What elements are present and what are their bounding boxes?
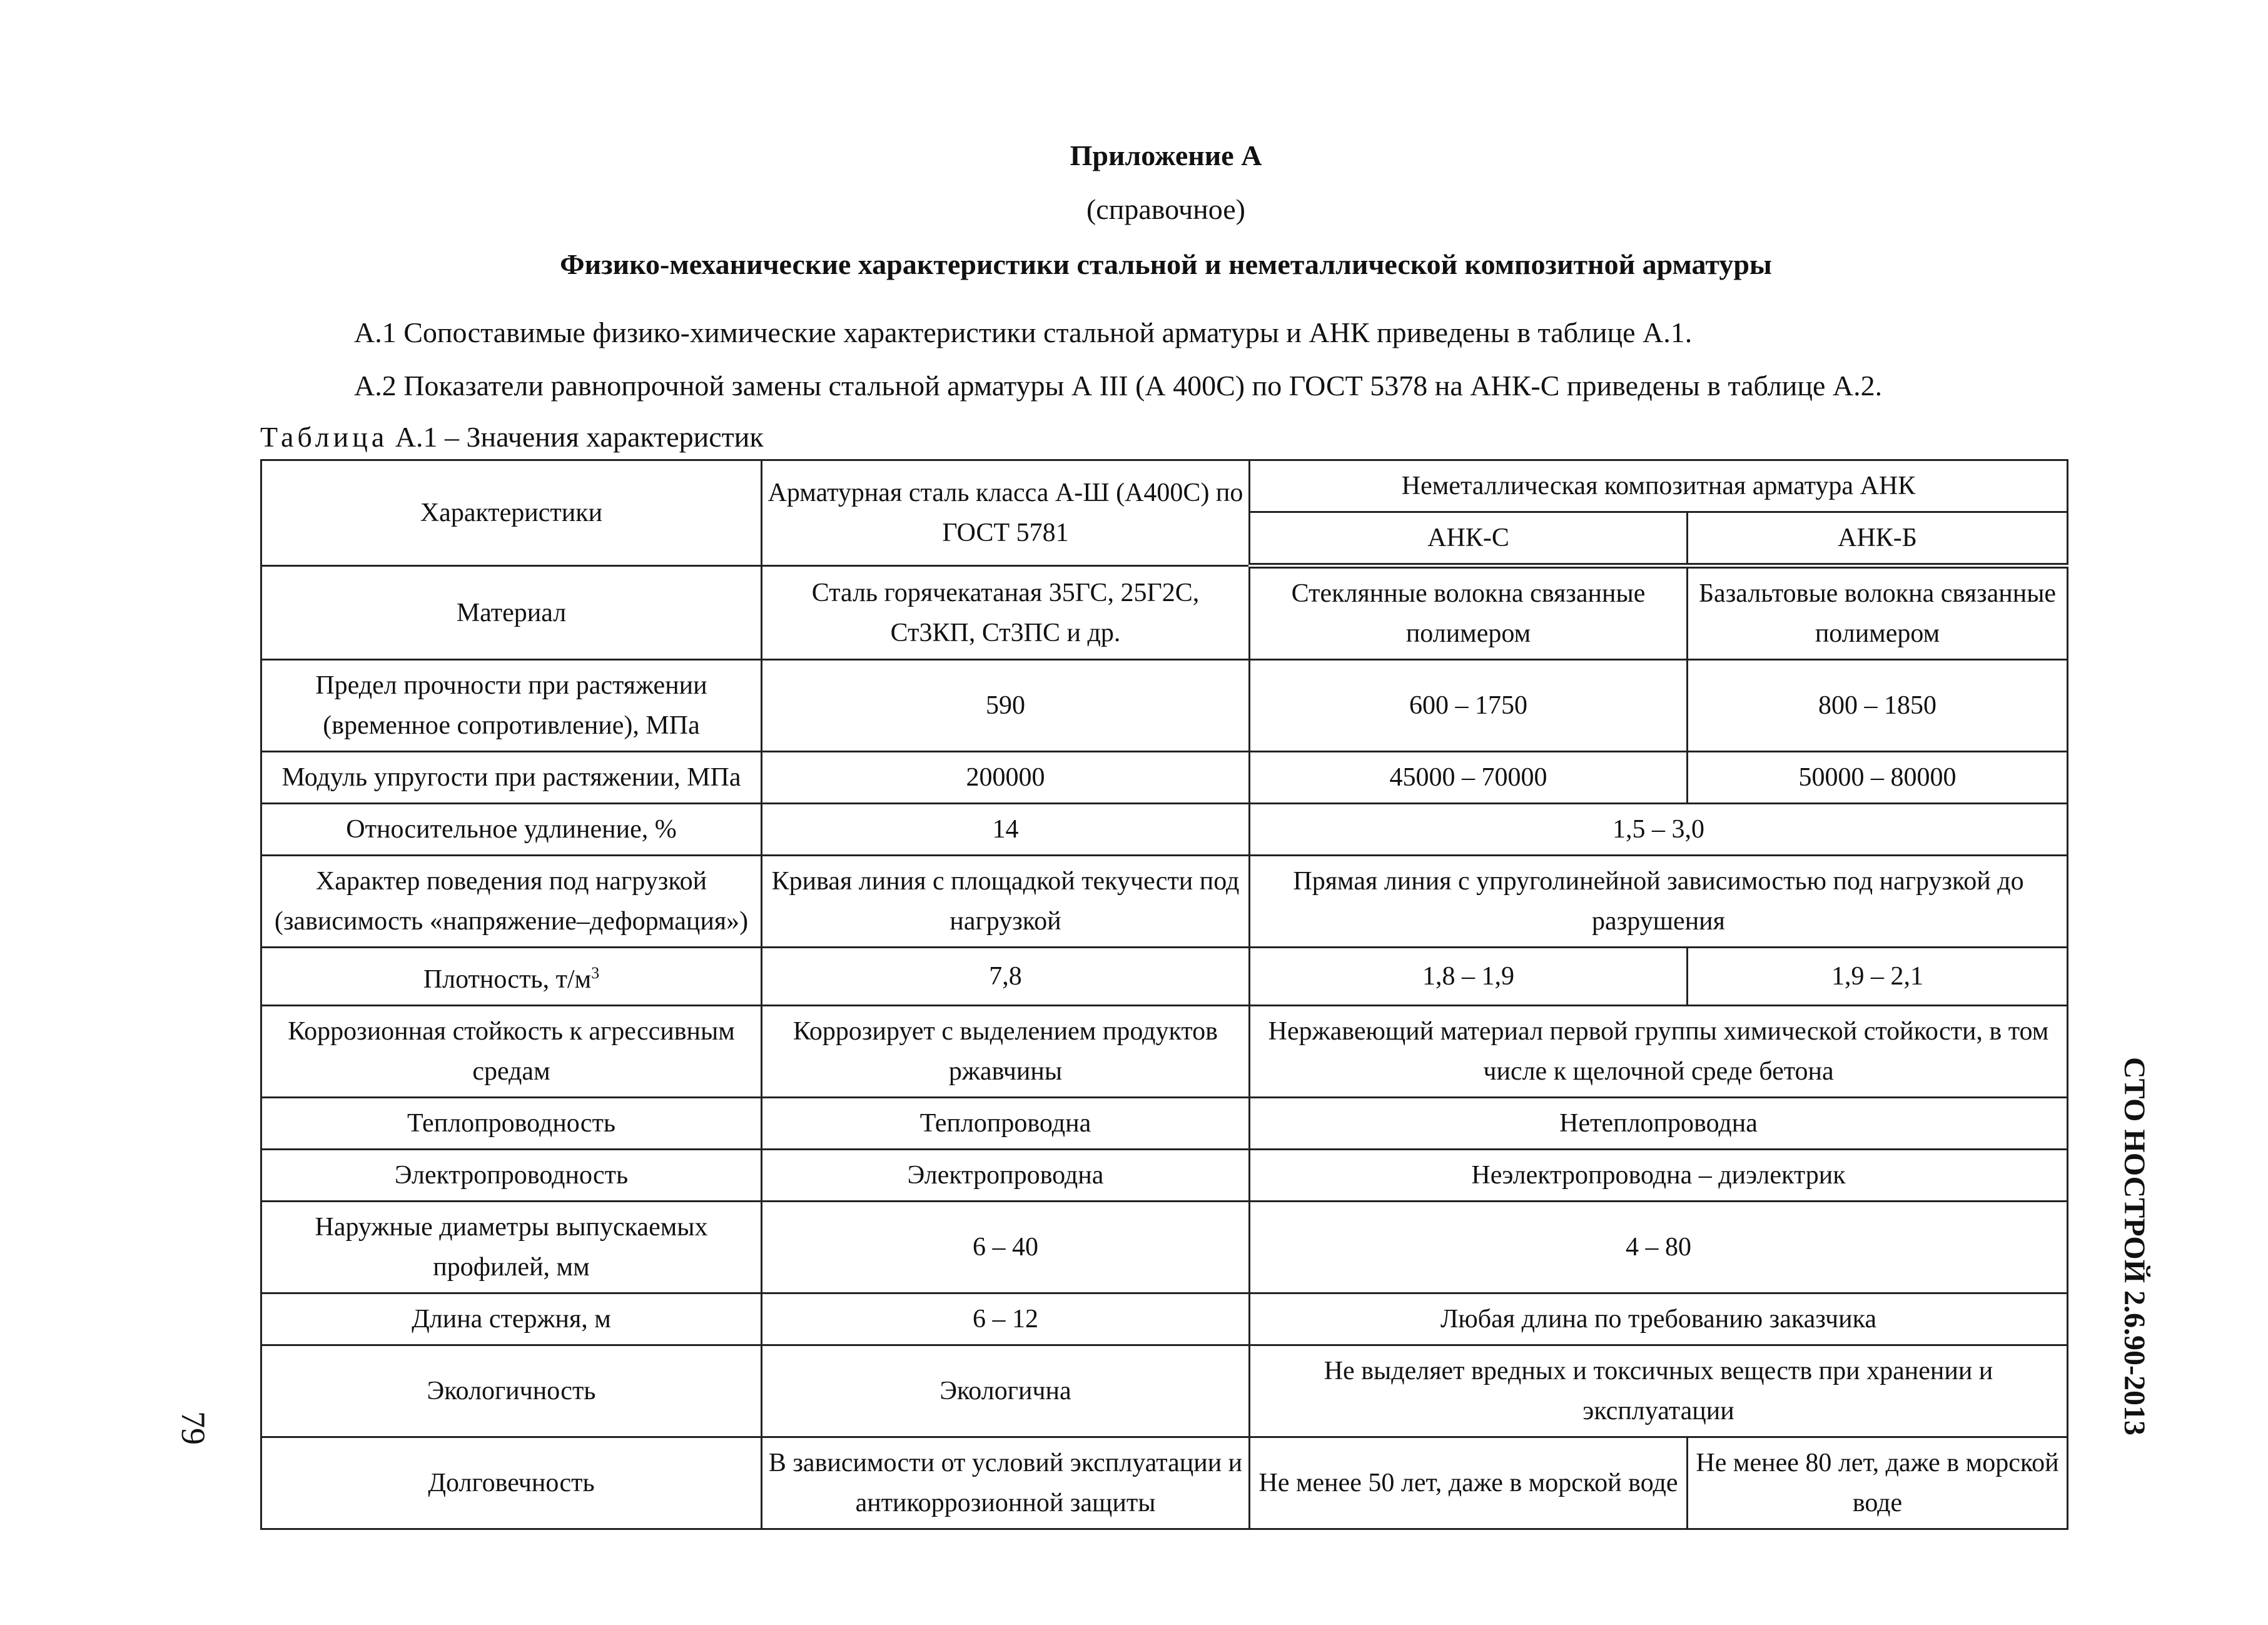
- cell-ank: Прямая линия с упруголинейной зависимостью под нагрузкой до разрушения: [1250, 856, 2068, 948]
- table-row: [261, 1437, 2068, 1529]
- cell-ank: Нержавеющий материал первой группы химической стойкости, в том числе к щелочной среде бетона: [1250, 1006, 2068, 1098]
- row-name: Относительное удлинение, %: [261, 804, 762, 856]
- cell-steel: 14: [762, 804, 1250, 856]
- cell-ank-c: Стеклянные волокна связанные полимером: [1250, 566, 1688, 660]
- cell-steel: В зависимости от условий эксплуатации и антикоррозионной защиты: [762, 1437, 1250, 1529]
- row-name: Предел прочности при растяжении (временное сопротивление), МПа: [261, 660, 762, 752]
- row-name: Экологичность: [261, 1345, 762, 1437]
- header-steel: Арматурная сталь класса А-Ш (А400С) по ГОСТ 5781: [762, 460, 1250, 566]
- row-name: [261, 948, 762, 1006]
- row-name: Теплопроводность: [261, 1098, 762, 1150]
- header-characteristics: Характеристики: [261, 460, 762, 566]
- row-name-text: Плотность, т/м: [423, 965, 592, 994]
- row-name: Коррозионная стойкость к агрессивным средам: [261, 1006, 762, 1098]
- row-name: Характер поведения под нагрузкой (зависимость «напряжение–деформация»): [261, 856, 762, 948]
- cell-ank: 1,5 – 3,0: [1250, 804, 2068, 856]
- row-name: Материал: [261, 566, 762, 660]
- table-row: [261, 1098, 2068, 1150]
- header-ank-b: АНК-Б: [1688, 512, 2068, 566]
- table-row: [261, 1293, 2068, 1345]
- cell-ank-b: 50000 – 80000: [1688, 752, 2068, 804]
- cell-ank: Не выделяет вредных и токсичных веществ при хранении и эксплуатации: [1250, 1345, 2068, 1437]
- row-name: Долговечность: [261, 1437, 762, 1529]
- table-row: [261, 856, 2068, 948]
- cell-steel: Электропроводна: [762, 1150, 1250, 1202]
- table-row: [261, 948, 2068, 1006]
- cell-ank-b: Базальтовые волокна связанные полимером: [1688, 566, 2068, 660]
- cell-ank: Неэлектропроводна – диэлектрик: [1250, 1150, 2068, 1202]
- cell-steel: Кривая линия с площадкой текучести под нагрузкой: [762, 856, 1250, 948]
- row-name: Наружные диаметры выпускаемых профилей, мм: [261, 1202, 762, 1293]
- table-row: [261, 752, 2068, 804]
- cell-ank: Нетеплопроводна: [1250, 1098, 2068, 1150]
- table-row: [261, 660, 2068, 752]
- row-name: Электропроводность: [261, 1150, 762, 1202]
- header-ank-c: АНК-С: [1250, 512, 1688, 566]
- paragraph-a2: А.2 Показатели равнопрочной замены стальной арматуры А III (А 400С) по ГОСТ 5378 на АНК-С приведены в таблице А.2.: [354, 370, 1883, 402]
- document-code-vertical: СТО НОСТРОЙ 2.6.90-2013: [2118, 1057, 2151, 1436]
- paragraph-a1: А.1 Сопоставимые физико-химические характеристики стальной арматуры и АНК приведены в таблице А.1.: [354, 316, 1693, 348]
- table-caption-text: А.1 – Значения характеристик: [388, 421, 764, 453]
- table-row: [261, 1006, 2068, 1098]
- page-number: 79: [175, 1411, 212, 1445]
- cell-steel: Сталь горячекатаная 35ГС, 25Г2С, Ст3КП, Ст3ПС и др.: [762, 566, 1250, 660]
- cell-ank: 4 – 80: [1250, 1202, 2068, 1293]
- cell-ank-b: 1,9 – 2,1: [1688, 948, 2068, 1006]
- table-caption-word: Таблица: [260, 421, 388, 453]
- cell-ank-c: Не менее 50 лет, даже в морской воде: [1250, 1437, 1688, 1529]
- table-row: [261, 804, 2068, 856]
- appendix-subtitle: (справочное): [1086, 193, 1246, 225]
- table-row: [261, 566, 2068, 660]
- appendix-title: Приложение А: [1070, 139, 1262, 171]
- cell-steel: 6 – 40: [762, 1202, 1250, 1293]
- cell-steel: Коррозирует с выделением продуктов ржавчины: [762, 1006, 1250, 1098]
- cell-steel: 590: [762, 660, 1250, 752]
- table-header-row: [261, 460, 2068, 512]
- cell-steel: 200000: [762, 752, 1250, 804]
- table-row: [261, 1345, 2068, 1437]
- characteristics-table: [260, 459, 2068, 1530]
- cell-steel: 7,8: [762, 948, 1250, 1006]
- cell-ank-c: 600 – 1750: [1250, 660, 1688, 752]
- table-row: [261, 1150, 2068, 1202]
- cell-ank-c: 45000 – 70000: [1250, 752, 1688, 804]
- cell-ank: Любая длина по требованию заказчика: [1250, 1293, 2068, 1345]
- cell-steel: 6 – 12: [762, 1293, 1250, 1345]
- superscript-3: 3: [591, 964, 600, 982]
- cell-ank-b: 800 – 1850: [1688, 660, 2068, 752]
- row-name: Модуль упругости при растяжении, МПа: [261, 752, 762, 804]
- table-caption: [260, 420, 764, 453]
- table-row: [261, 1202, 2068, 1293]
- header-ank-group: Неметаллическая композитная арматура АНК: [1250, 460, 2068, 512]
- appendix-heading: Физико-механические характеристики стальной и неметаллической композитной арматуры: [560, 248, 1772, 280]
- cell-ank-c: 1,8 – 1,9: [1250, 948, 1688, 1006]
- cell-steel: Экологична: [762, 1345, 1250, 1437]
- cell-steel: Теплопроводна: [762, 1098, 1250, 1150]
- row-name: Длина стержня, м: [261, 1293, 762, 1345]
- cell-ank-b: Не менее 80 лет, даже в морской воде: [1688, 1437, 2068, 1529]
